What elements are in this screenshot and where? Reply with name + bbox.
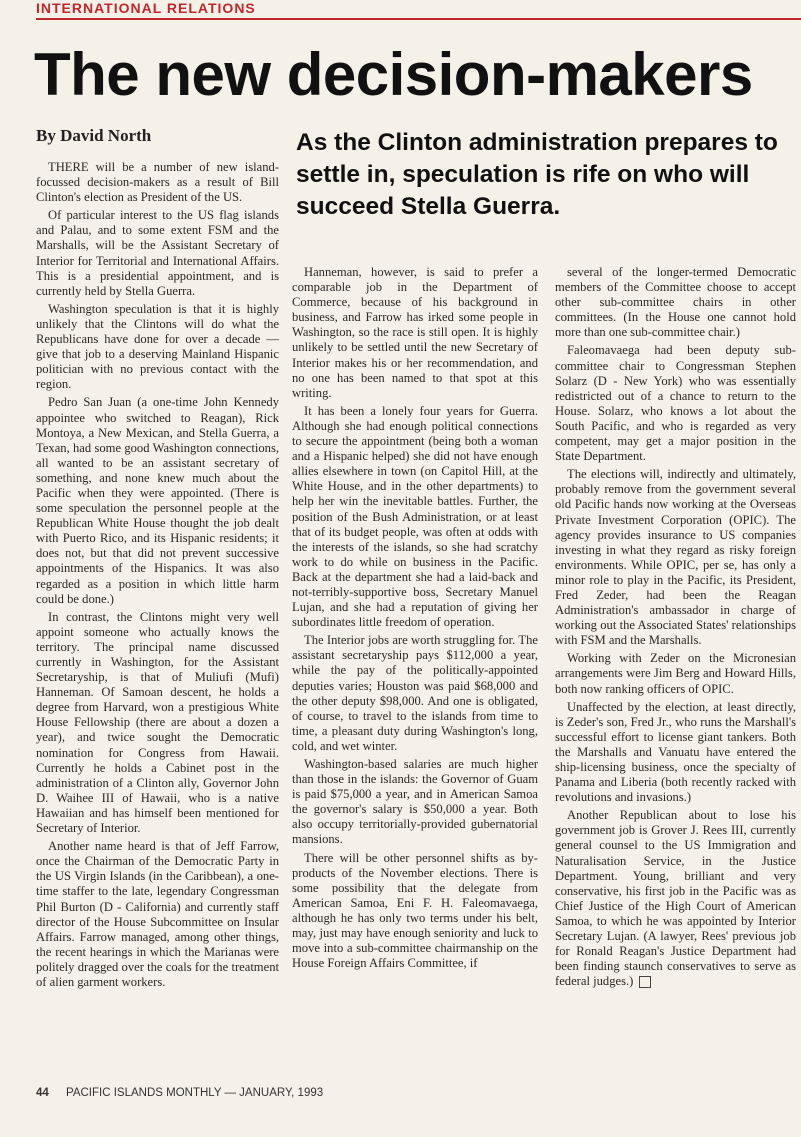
paragraph: THERE will be a number of new island-focussed decision-makers as a result of Bill Clinton's election as President of the US. xyxy=(36,160,279,205)
paragraph: Washington speculation is that it is highly unlikely that the Clintons will do what the Republicans have done for over a decade — give that job to a deserving Mainland Hispanic politician with no previous contact with the region. xyxy=(36,301,279,392)
paragraph: Faleomavaega had been deputy sub-committee chair to Congressman Stephen Solarz (D - New York) who was essentially redistricted out of a chance to return to the House. Solarz, who knows a lot about the South Pacific, and who is regarded as very competent, may get a major position in the State Department. xyxy=(555,343,796,464)
paragraph: Hanneman, however, is said to prefer a comparable job in the Department of Commerce, because of his background in business, and Farrow has irked some people in Washington, so the race is still open. It is highly unlikely to be settled until the new Secretary of Interior makes his or her recommendation, and no one has been named to that spot at this writing. xyxy=(292,265,538,400)
paragraph: Washington-based salaries are much higher than those in the islands: the Governor of Guam is paid $75,000 a year, and in American Samoa the governor's salary is $50,000 a year. Both also occupy territorially-provided gubernatorial mansions. xyxy=(292,757,538,847)
paragraph: Unaffected by the election, at least directly, is Zeder's son, Fred Jr., who runs the Marshall's successful effort to license giant tankers. Both the Marshalls and Vanuatu have entered the ship-licensing business, once the specialty of Panama and Liberia (both recently racked with revolutions and invasions.) xyxy=(555,699,796,805)
paragraph: In contrast, the Clintons might very well appoint someone who actually knows the territory. The principal name discussed currently in Washington, for the Assistant Secretaryship, is that of Muliufi (Mufi) Hanneman. Of Samoan descent, he holds a degree from Harvard, won a prestigious White House Fellowship (there are about a dozen a year), and twice sought the Democratic nomination for Congress from Hawaii. Currently he holds a Cabinet post in the administration of a Clinton ally, Governor John D. Waihee III of Hawaii, who is a native Hawaiian and has himself been mentioned for Secretary of Interior. xyxy=(36,609,279,836)
column-1 xyxy=(36,160,279,989)
section-label: INTERNATIONAL RELATIONS xyxy=(36,0,256,16)
paragraph: Another name heard is that of Jeff Farrow, once the Chairman of the Democratic Party in the US Virgin Islands (in the Caribbean), a one-time staffer to the late, legendary Congressman Phil Burton (D - California) and currently staff director of the House Subcommittee on Insular Affairs. Farrow managed, among other things, the recent hearings in which the Marianas were politely dragged over the coals for the treatment of alien garment workers. xyxy=(36,839,279,989)
paragraph: Working with Zeder on the Micronesian arrangements were Jim Berg and Howard Hills, both now ranking officers of OPIC. xyxy=(555,651,796,696)
byline: By David North xyxy=(36,126,152,145)
paragraph: Of particular interest to the US flag islands and Palau, and to some extent FSM and the Marshalls, will be the Assistant Secretary of Interior for Territorial and International Affairs. This is a presidential appointment, and is currently held by Stella Guerra. xyxy=(36,208,279,298)
paragraph: several of the longer-termed Democratic members of the Committee choose to accept other sub-committee chairs in other committees. (In the House one cannot hold more than one sub-committee chair.) xyxy=(555,265,796,340)
headline: The new decision-makers xyxy=(34,41,753,108)
paragraph-last xyxy=(555,808,796,989)
paragraph: It has been a lonely four years for Guerra. Although she had enough political connections to secure the appointment (being both a woman and a Hispanic helped) she did not have enough allies elsewhere in town (on Capitol Hill, at the White House, and in the other departments) to help her win the inevitable battles. Further, the position of the Bush Administration, or at least that of its budget people, was often at odds with the interests of the islands, so she had scratchy work to do while on business in the Pacific. Back at the department she had a laid-back and not-terribly-supportive boss, Secretary Manuel Lujan, and she had a reputation of giving her subordinates little freedom of operation. xyxy=(292,403,538,630)
paragraph: There will be other personnel shifts as by-products of the November elections. There is some possibility that the delegate from American Samoa, Eni F. H. Faleomavaega, although he has only two terms under his belt, may, just may have enough seniority and luck to move into a sub-committee chairmanship on the House Foreign Affairs Committee, if xyxy=(292,850,538,971)
paragraph: Pedro San Juan (a one-time John Kennedy appointee who switched to Reagan), Rick Montoya, a New Mexican, and Stella Guerra, a Texan, had some good Washington connections, all wanted to be an assistant secretary of something, and none knew much about the Pacific when they were appointed. (There is some speculation the personnel people at the Republican White House thought the job dealt with Puerto Rico, and its Hispanic residents; it does not, but that did not prevent successive appointments of the Hispanics. It was also regarded as a position in which little harm could be done.) xyxy=(36,395,279,606)
section-rule xyxy=(36,18,801,20)
end-of-article-icon xyxy=(639,976,651,988)
column-2 xyxy=(292,265,538,971)
paragraph-text: Another Republican about to lose his government job is Grover J. Rees III, currently general counsel to the US Immigration and Naturalisation Service, in the Justice Department. Young, brilliant and very conservative, his first job in the Pacific was as Chief Justice of the High Court of American Samoa, to which he was appointed by Interior Secretary Lujan. (A lawyer, Rees' previous job for Ronald Reagan's Justice Department had been finding staunch conservatives to serve as federal judges.) xyxy=(555,808,796,989)
deck: As the Clinton administration prepares to settle in, speculation is rife on who will succeed Stella Guerra. xyxy=(296,129,778,220)
column-3 xyxy=(555,265,796,989)
page-footer xyxy=(36,1087,323,1099)
page-number: 44 xyxy=(36,1087,49,1099)
publication-line: PACIFIC ISLANDS MONTHLY — JANUARY, 1993 xyxy=(66,1087,324,1099)
paragraph: The Interior jobs are worth struggling for. The assistant secretaryship pays $112,000 a year, while the pay of the politically-appointed deputies varies; Houston was paid $68,000 and the other deputy $98,000. And one is obligated, of course, to travel to the islands from time to time, a pleasant duty during Washington's long, cold, and wet winter. xyxy=(292,633,538,753)
paragraph: The elections will, indirectly and ultimately, probably remove from the government several old Pacific hands now working at the Overseas Private Investment Corporation (OPIC). The agency provides insurance to US companies investing in what they regard as risky foreign environments. While OPIC, per se, has only a minor role to play in the Pacific, its President, Fred Zeder, had been the Reagan Administration's ambassador in charge of working out the Associated States' relationships with FSM and the Marshalls. xyxy=(555,467,796,648)
